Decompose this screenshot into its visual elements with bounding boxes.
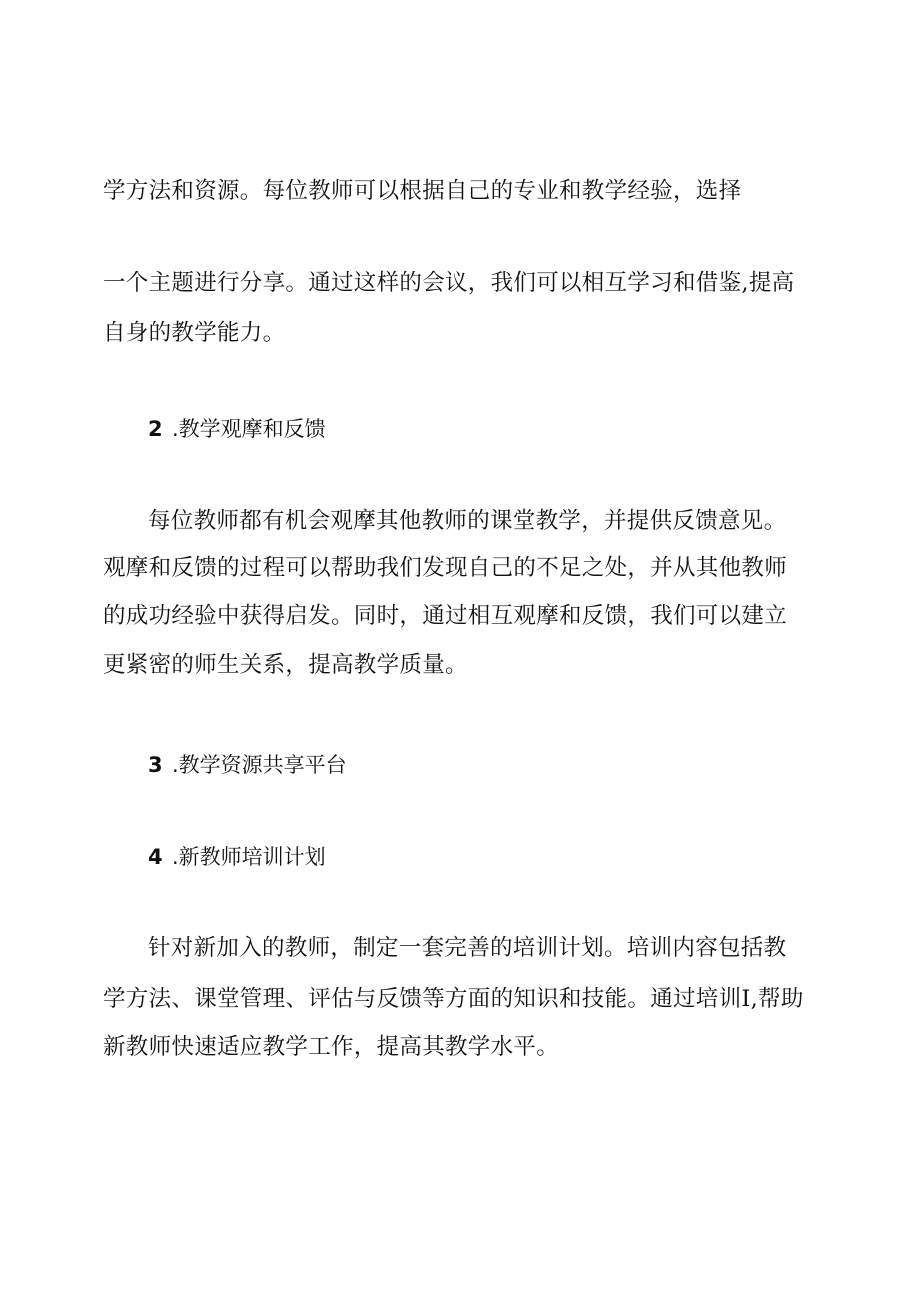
section-heading-4	[148, 842, 326, 872]
section-title: .教学观摩和反馈	[172, 417, 326, 441]
paragraph-line: 学方法和资源。每位教师可以根据自己的专业和教学经验，选择	[103, 178, 742, 204]
paragraph-line: 学方法、课堂管理、评估与反馈等方面的知识和技能。通过培训I,帮助	[103, 986, 804, 1012]
paragraph-line: 观摩和反馈的过程可以帮助我们发现自己的不足之处，并从其他教师	[103, 555, 788, 581]
paragraph-line: 针对新加入的教师，制定一套完善的培训计划。培训内容包括教	[148, 935, 787, 961]
section-title: .新教师培训计划	[172, 845, 326, 869]
paragraph-line: 每位教师都有机会观摩其他教师的课堂教学，并提供反馈意见。	[148, 508, 787, 534]
section-heading-2	[148, 414, 326, 444]
paragraph-line: 的成功经验中获得启发。同时，通过相互观摩和反馈，我们可以建立	[103, 603, 788, 629]
section-number: 3	[148, 753, 163, 777]
section-number: 4	[148, 845, 163, 869]
paragraph-line: 新教师快速适应教学工作，提高其教学水平。	[103, 1034, 560, 1060]
paragraph-line: 一个主题进行分享。通过这样的会议，我们可以相互学习和借鉴,提高	[103, 270, 795, 296]
section-title: .教学资源共享平台	[172, 753, 347, 777]
section-heading-3	[148, 750, 347, 780]
paragraph-line: 自身的教学能力。	[103, 320, 286, 346]
paragraph-line: 更紧密的师生关系，提高教学质量。	[103, 652, 468, 678]
section-number: 2	[148, 417, 163, 441]
